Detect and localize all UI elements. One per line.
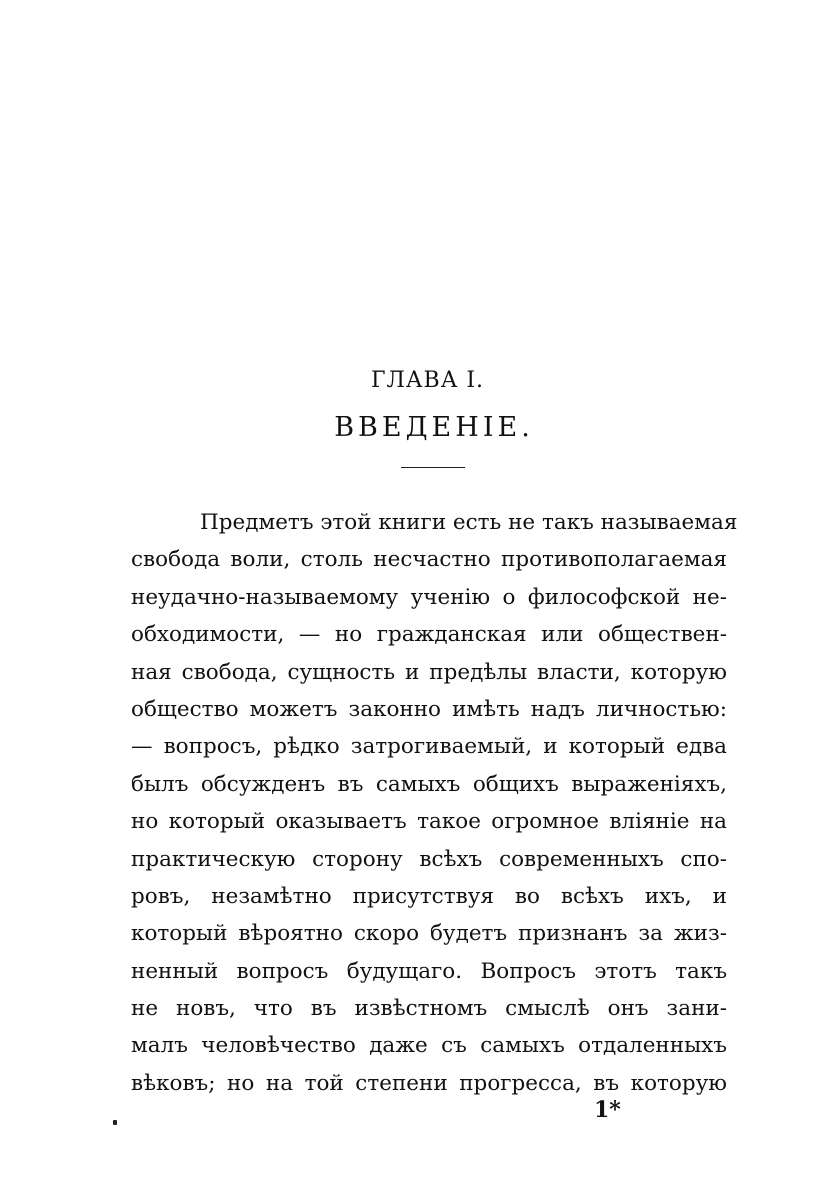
text-line: малъ человѣчество даже съ самыхъ отдаленныхъ (131, 1033, 727, 1059)
text-line: былъ обсужденъ въ самыхъ общихъ выраженіяхъ, (131, 771, 727, 797)
text-line: но который оказываетъ такое огромное вліяніе на (131, 809, 727, 835)
title-rule (401, 467, 465, 468)
text-line: ная свобода, сущность и предѣлы власти, которую (131, 659, 727, 685)
text-line: практическую сторону всѣхъ современныхъ спо- (131, 846, 727, 872)
text-line: общество можетъ законно имѣть надъ личностью: (131, 696, 727, 722)
ink-speck (113, 1120, 117, 1125)
page-number: 1* (594, 1097, 621, 1123)
text-line: ненный вопросъ будущаго. Вопросъ этотъ такъ (131, 958, 727, 984)
body-paragraph (131, 504, 738, 1102)
text-line: обходимости, — но гражданская или обществен- (131, 622, 727, 648)
chapter-title: ВВЕДЕНIЕ. (334, 412, 534, 443)
chapter-label: ГЛАВА I. (370, 368, 485, 393)
text-line: неудачно-называемому ученію о философской не- (131, 584, 727, 610)
text-line: Предметъ этой книги есть не такъ называемая (200, 510, 738, 535)
text-line: вѣковъ; но на той степени прогресса, въ которую (131, 1070, 727, 1096)
text-line: не новъ, что въ извѣстномъ смыслѣ онъ зани- (131, 996, 727, 1022)
text-line: который вѣроятно скоро будетъ признанъ за жиз- (131, 921, 727, 947)
text-line: ровъ, незамѣтно присутствуя во всѣхъ ихъ, и (131, 883, 727, 909)
text-line: — вопросъ, рѣдко затрогиваемый, и который едва (131, 734, 727, 760)
text-line: свобода воли, столь несчастно противополагаемая (131, 547, 727, 573)
